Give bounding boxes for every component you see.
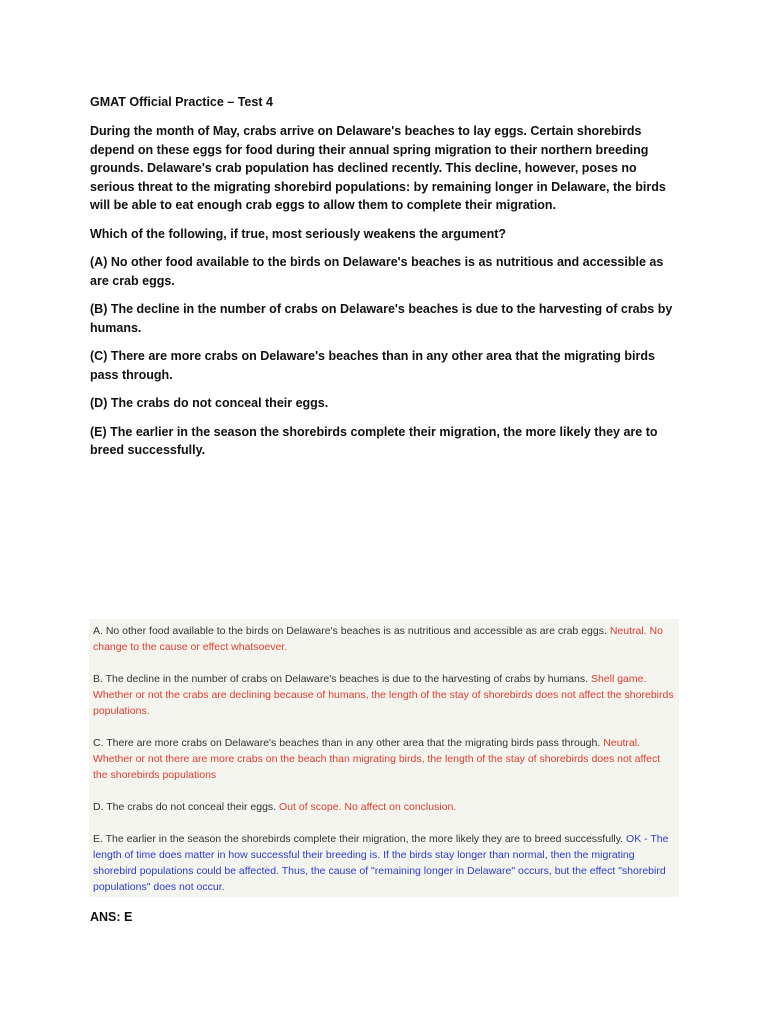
explanation-e bbox=[93, 831, 675, 895]
explanation-d bbox=[93, 799, 675, 815]
option-d: (D) The crabs do not conceal their eggs. bbox=[90, 396, 329, 410]
explanation-c-verdict: Neutral. Whether or not there are more crabs on the beach than migrating birds, the length of the stay of shorebirds does not affect the shorebirds populations bbox=[93, 737, 661, 781]
explanation-b bbox=[93, 671, 675, 719]
question-block bbox=[90, 122, 680, 470]
option-c: (C) There are more crabs on Delaware's beaches than in any other area that the migrating birds pass through. bbox=[90, 349, 655, 382]
explanation-a-verdict: Neutral. No change to the cause or effect whatsoever. bbox=[93, 625, 663, 653]
document-title: GMAT Official Practice – Test 4 bbox=[90, 95, 273, 109]
explanation-d-text: D. The crabs do not conceal their eggs. bbox=[93, 801, 277, 813]
explanation-screenshot bbox=[89, 619, 679, 897]
explanation-b-text: B. The decline in the number of crabs on Delaware's beaches is due to the harvesting of crabs by humans. bbox=[93, 673, 589, 685]
explanation-d-verdict: Out of scope. No affect on conclusion. bbox=[279, 801, 457, 813]
explanation-e-verdict: OK - The length of time does matter in how successful their breeding is. If the birds stay longer than normal, then the migrating shorebird populations could be affected. Thus, the cause of "remaining longer in Delaware" occurs, but the effect "shorebird populations" does not occur. bbox=[93, 833, 669, 893]
explanation-c bbox=[93, 735, 675, 783]
explanation-e-text: E. The earlier in the season the shorebirds complete their migration, the more likely they are to breed successfully. bbox=[93, 833, 624, 845]
option-b: (B) The decline in the number of crabs on Delaware's beaches is due to the harvesting of crabs by humans. bbox=[90, 302, 673, 335]
option-e: (E) The earlier in the season the shorebirds complete their migration, the more likely they are to breed successfully. bbox=[90, 424, 658, 457]
question-prompt: Which of the following, if true, most seriously weakens the argument? bbox=[90, 226, 507, 241]
explanation-c-text: C. There are more crabs on Delaware's beaches than in any other area that the migrating birds pass through. bbox=[93, 737, 601, 749]
question-stem: During the month of May, crabs arrive on Delaware's beaches to lay eggs. Certain shorebirds depend on these eggs for food during their annual spring migration to their northern breeding grounds. Delaware's crab population has declined recently. This decline, however, poses no serious threat to the migrating shorebird populations: by remaining longer in Delaware, the birds will be able to eat enough crab eggs to allow them to complete their migration. bbox=[90, 124, 666, 212]
explanation-a bbox=[93, 623, 675, 655]
answer-line: ANS: E bbox=[90, 910, 133, 924]
explanation-a-text: A. No other food available to the birds on Delaware's beaches is as nutritious and accessible as are crab eggs. bbox=[93, 625, 607, 637]
option-a: (A) No other food available to the birds on Delaware's beaches is as nutritious and accessible as are crab eggs. bbox=[90, 255, 664, 288]
explanation-b-verdict: Shell game. Whether or not the crabs are declining because of humans, the length of the stay of shorebirds does not affect the shorebirds populations. bbox=[93, 673, 674, 717]
